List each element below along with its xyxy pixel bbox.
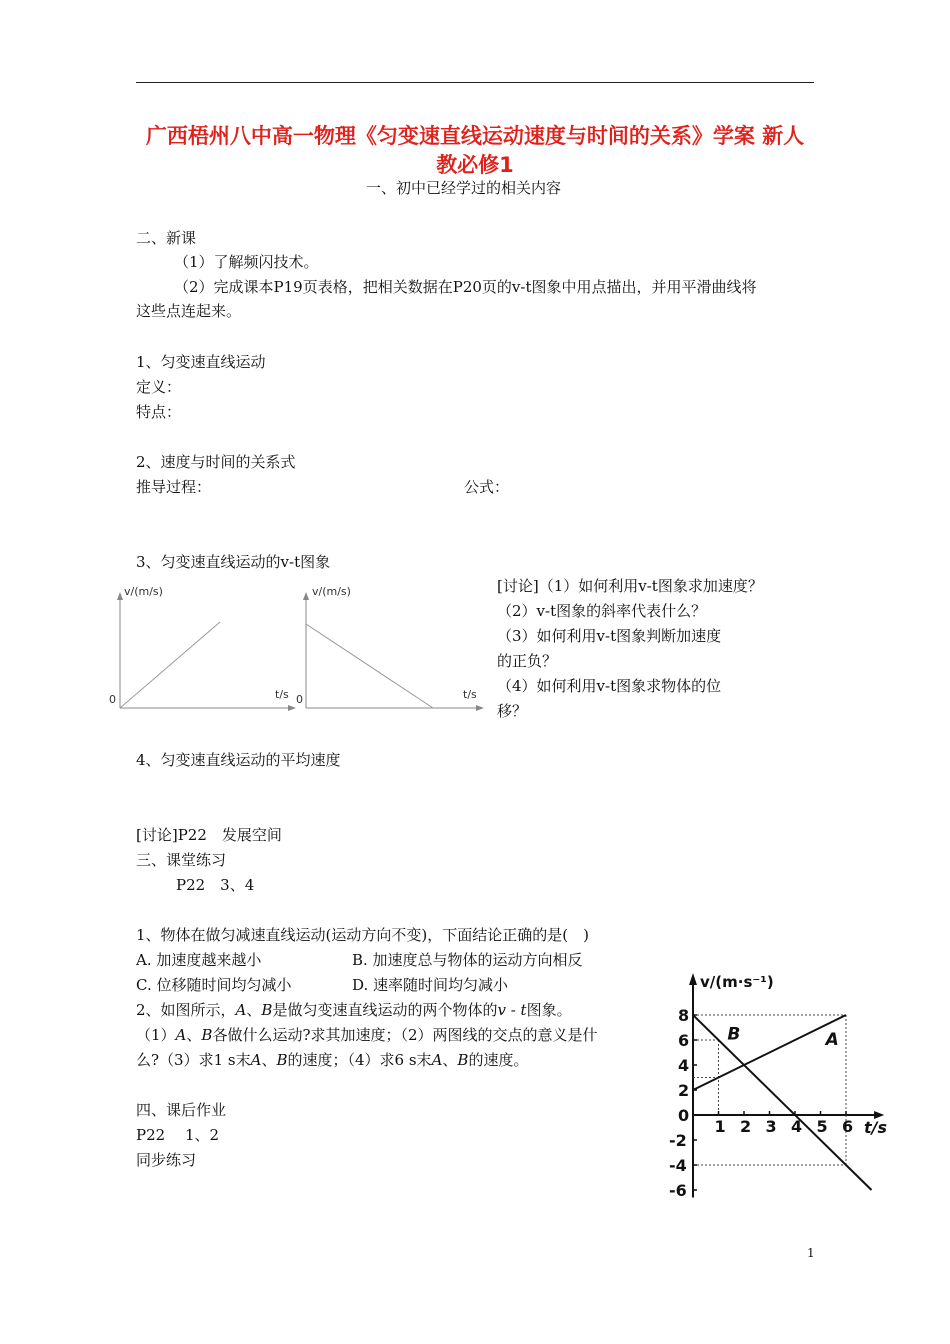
graph2-y-arrow xyxy=(303,592,309,600)
p22-exercises: P22 3、4 xyxy=(176,876,255,894)
graph1-y-arrow xyxy=(117,592,123,600)
chart-y-tick-label: -4 xyxy=(669,1156,687,1175)
question-1-option-d: D. 速率随时间均匀减小 xyxy=(352,976,509,994)
item-2-line2: 这些点连起来。 xyxy=(136,302,242,320)
heading-3: 3、匀变速直线运动的v-t图象 xyxy=(136,553,331,571)
discuss-line-6: 移？ xyxy=(497,702,528,720)
chart-series-a-label: A xyxy=(825,1030,839,1050)
page-number: 1 xyxy=(807,1246,815,1260)
sync-practice: 同步练习 xyxy=(136,1151,197,1169)
p22-homework: P22 1、2 xyxy=(136,1126,220,1144)
discuss-p22: [讨论]P22 发展空间 xyxy=(136,826,282,844)
header-rule xyxy=(136,82,814,83)
discuss-line-3: （3）如何利用v-t图象判断加速度 xyxy=(497,627,722,645)
definition-label: 定义： xyxy=(136,378,182,396)
chart-series-b-label: B xyxy=(727,1024,741,1045)
item-2-line1: （2）完成课本P19页表格，把相关数据在P20页的v-t图象中用点描出，并用平滑曲线将 xyxy=(174,278,757,296)
question-2-line2: （1）A、B各做什么运动?求其加速度；（2）两图线的交点的意义是什 xyxy=(136,1026,598,1044)
question-2-line1: 2、如图所示，A、B是做匀变速直线运动的两个物体的v - t图象。 xyxy=(136,1001,572,1019)
discuss-line-4: 的正负？ xyxy=(497,652,558,670)
question-1: 1、物体在做匀减速直线运动(运动方向不变)，下面结论正确的是( ) xyxy=(136,926,589,944)
section-4-heading: 四、课后作业 xyxy=(136,1101,227,1119)
graph2-origin: 0 xyxy=(296,693,303,706)
section-2-heading: 二、新课 xyxy=(136,229,197,247)
vt-graph-increasing xyxy=(100,578,300,718)
section-1-heading: 一、初中已经学过的相关内容 xyxy=(366,179,562,197)
graph2-xlabel: t/s xyxy=(463,688,477,701)
heading-4: 4、匀变速直线运动的平均速度 xyxy=(136,751,341,769)
graph2-line xyxy=(306,624,433,708)
formula-label: 公式： xyxy=(464,478,510,496)
graph2-ylabel: v/(m/s) xyxy=(312,585,351,598)
graph1-origin: 0 xyxy=(109,693,116,706)
chart-y-arrow xyxy=(689,973,697,985)
chart-xlabel: t/s xyxy=(864,1118,888,1137)
graph2-x-arrow xyxy=(476,705,484,711)
question-1-option-a: A. 加速度越来越小 xyxy=(136,951,262,969)
graph1-ylabel: v/(m/s) xyxy=(124,585,163,598)
derivation-label: 推导过程： xyxy=(136,478,212,496)
heading-1: 1、匀变速直线运动 xyxy=(136,353,266,371)
page-title: 广西梧州八中高一物理《匀变速直线运动速度与时间的关系》学案 新人教必修1 xyxy=(145,124,805,177)
question-2-line3: 么?（3）求1 s末A、B的速度；（4）求6 s末A、B的速度。 xyxy=(136,1051,529,1069)
discuss-line-5: （4）如何利用v-t图象求物体的位 xyxy=(497,677,722,695)
chart-y-tick-label: 8 xyxy=(678,1006,690,1025)
chart-y-tick-label: -6 xyxy=(669,1181,687,1200)
features-label: 特点： xyxy=(136,403,182,421)
graph1-xlabel: t/s xyxy=(275,688,289,701)
chart-x-tick-label: 3 xyxy=(765,1117,777,1136)
chart-x-tick-label: 4 xyxy=(791,1117,803,1136)
chart-y-tick-label: 4 xyxy=(678,1056,690,1075)
graph1-line xyxy=(120,622,220,708)
heading-2: 2、速度与时间的关系式 xyxy=(136,453,296,471)
chart-x-tick-label: 2 xyxy=(740,1117,752,1136)
chart-y-tick-label: 0 xyxy=(678,1106,690,1125)
chart-y-tick-label: -2 xyxy=(669,1131,687,1150)
chart-x-tick-label: 1 xyxy=(714,1117,726,1136)
chart-y-tick-label: 6 xyxy=(678,1031,690,1050)
chart-y-tick-label: 2 xyxy=(678,1081,690,1100)
discuss-line-1: [讨论]（1）如何利用v-t图象求加速度？ xyxy=(497,577,763,595)
vt-graph-decreasing xyxy=(290,578,490,718)
question-1-option-b: B. 加速度总与物体的运动方向相反 xyxy=(352,951,583,969)
discuss-line-2: （2）v-t图象的斜率代表什么？ xyxy=(497,602,707,620)
chart-x-tick-label: 5 xyxy=(816,1117,828,1136)
chart-ylabel: v/(m·s⁻¹) xyxy=(700,973,774,991)
question-1-option-c: C. 位移随时间均匀减小 xyxy=(136,976,292,994)
section-3-heading: 三、课堂练习 xyxy=(136,851,227,869)
chart-series-a-line xyxy=(693,1015,846,1090)
chart-series-b-line xyxy=(693,1015,872,1190)
chart-x-tick-label: 6 xyxy=(842,1117,854,1136)
item-1: （1）了解频闪技术。 xyxy=(174,253,319,271)
vt-chart xyxy=(660,965,900,1215)
